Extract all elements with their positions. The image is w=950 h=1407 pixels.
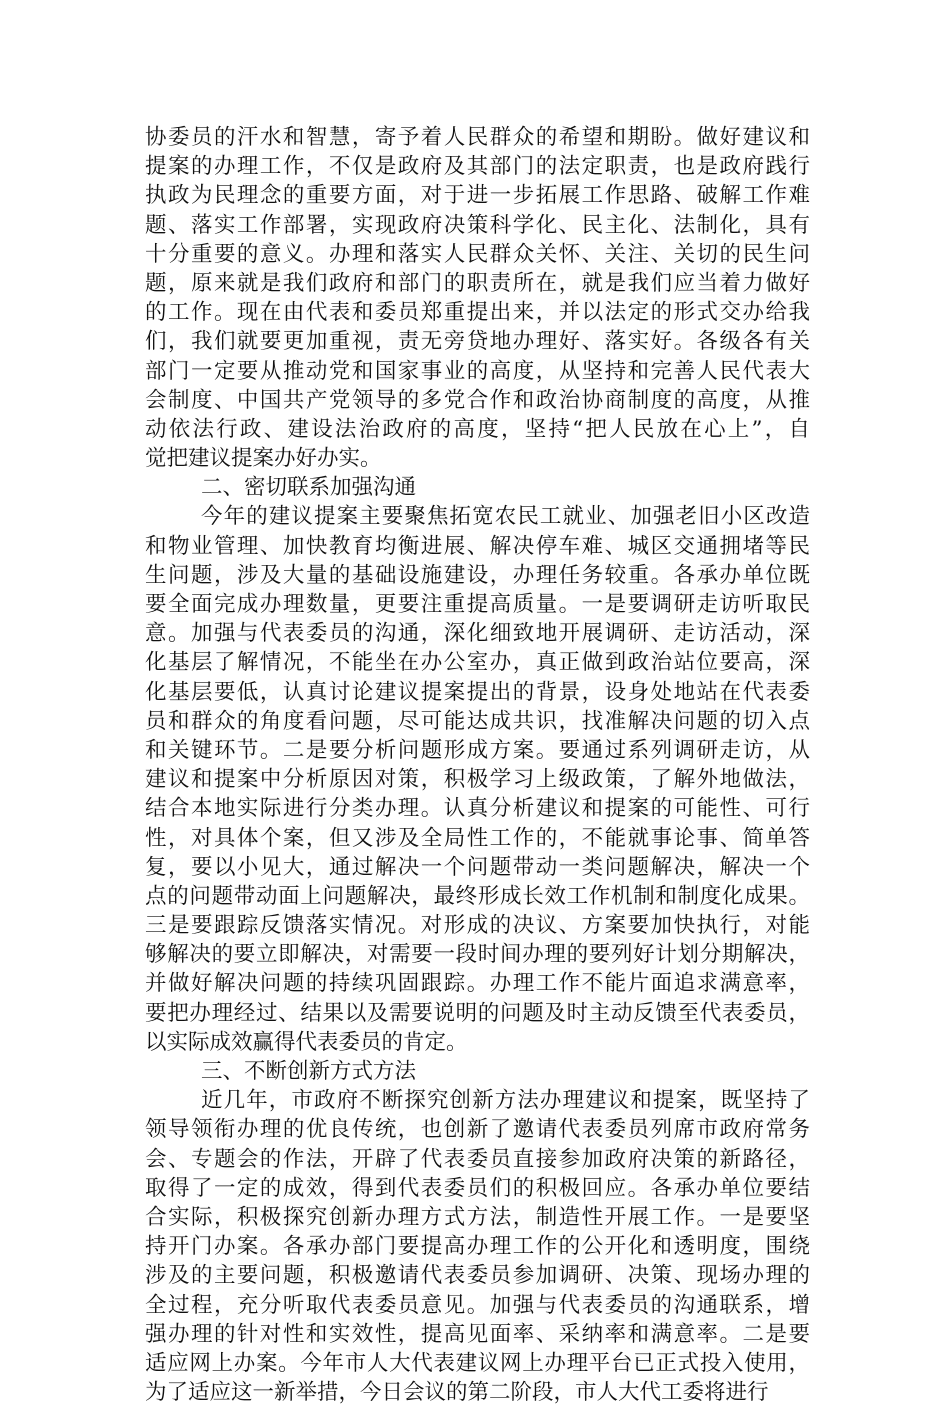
paragraph-line: 觉把建议提案办好办实。 xyxy=(145,446,382,472)
paragraph-line: 部门一定要从推动党和国家事业的高度，从坚持和完善人民代表大 xyxy=(145,358,810,384)
paragraph-line: 执政为民理念的重要方面，对于进一步拓展工作思路、破解工作难 xyxy=(145,183,810,209)
paragraph-line: 三是要跟踪反馈落实情况。对形成的决议、方案要加快执行，对能 xyxy=(145,913,810,939)
paragraph-line: 点的问题带动面上问题解决，最终形成长效工作机制和制度化成果。 xyxy=(145,883,810,909)
section-heading: 二、密切联系加强沟通 xyxy=(201,475,417,501)
paragraph-line: 要把办理经过、结果以及需要说明的问题及时主动反馈至代表委员， xyxy=(145,1000,810,1026)
paragraph-line: 和关键环节。二是要分析问题形成方案。要通过系列调研走访，从 xyxy=(145,737,810,763)
paragraph-line: 建议和提案中分析原因对策，积极学习上级政策，了解外地做法， xyxy=(145,767,810,793)
paragraph-line: 十分重要的意义。办理和落实人民群众关怀、关注、关切的民生问 xyxy=(145,241,810,267)
paragraph-line: 要全面完成办理数量，更要注重提高质量。一是要调研走访听取民 xyxy=(145,592,810,617)
document-body xyxy=(145,123,810,1407)
section-heading: 三、不断创新方式方法 xyxy=(201,1059,417,1084)
paragraph-line: 以实际成效赢得代表委员的肯定。 xyxy=(145,1029,468,1055)
paragraph-line: 们，我们就要更加重视，责无旁贷地办理好、落实好。各级各有关 xyxy=(145,329,810,355)
paragraph-line: 意。加强与代表委员的沟通，深化细致地开展调研、走访活动，深 xyxy=(145,621,810,647)
paragraph-line: 持开门办案。各承办部门要提高办理工作的公开化和透明度，围绕 xyxy=(145,1234,810,1260)
paragraph-line: 性，对具体个案，但又涉及全局性工作的，不能就事论事、简单答 xyxy=(145,825,810,851)
paragraph-line: 动依法行政、建设法治政府的高度，坚持“把人民放在心上”，自 xyxy=(145,416,810,442)
paragraph-line: 会制度、中国共产党领导的多党合作和政治协商制度的高度，从推 xyxy=(145,387,810,413)
paragraph-line: 够解决的要立即解决，对需要一段时间办理的要列好计划分期解决， xyxy=(145,942,810,968)
paragraph-line: 员和群众的角度看问题，尽可能达成共识，找准解决问题的切入点 xyxy=(145,708,810,734)
paragraph-line: 结合本地实际进行分类办理。认真分析建议和提案的可能性、可行 xyxy=(145,796,810,822)
paragraph-line: 取得了一定的成效，得到代表委员们的积极回应。各承办单位要结 xyxy=(145,1175,810,1201)
paragraph-line: 近几年，市政府不断探究创新方法办理建议和提案，既坚持了 xyxy=(201,1088,810,1114)
paragraph-line: 合实际，积极探究创新办理方式方法，制造性开展工作。一是要坚 xyxy=(145,1204,810,1230)
paragraph-line: 全过程，充分听取代表委员意见。加强与代表委员的沟通联系，增 xyxy=(145,1292,810,1318)
paragraph-line: 提案的办理工作，不仅是政府及其部门的法定职责，也是政府践行 xyxy=(145,154,810,180)
paragraph-line: 题，原来就是我们政府和部门的职责所在，就是我们应当着力做好 xyxy=(145,270,810,296)
paragraph-line: 复，要以小见大，通过解决一个问题带动一类问题解决，解决一个 xyxy=(145,854,810,880)
paragraph-line: 适应网上办案。今年市人大代表建议网上办理平台已正式投入使用， xyxy=(145,1350,810,1376)
paragraph-line: 题、落实工作部署，实现政府决策科学化、民主化、法制化，具有 xyxy=(145,212,810,238)
paragraph-line: 涉及的主要问题，积极邀请代表委员参加调研、决策、现场办理的 xyxy=(145,1263,810,1289)
paragraph-line: 今年的建议提案主要聚焦拓宽农民工就业、加强老旧小区改造 xyxy=(201,504,810,530)
paragraph-line: 领导领衔办理的优良传统，也创新了邀请代表委员列席市政府常务 xyxy=(145,1117,810,1143)
paragraph-line: 为了适应这一新举措，今日会议的第二阶段，市人大代工委将进行 xyxy=(145,1380,769,1406)
paragraph-line: 的工作。现在由代表和委员郑重提出来，并以法定的形式交办给我 xyxy=(145,300,810,326)
paragraph-line: 化基层要低，认真讨论建议提案提出的背景，设身处地站在代表委 xyxy=(145,679,810,705)
paragraph-line: 协委员的汗水和智慧，寄予着人民群众的希望和期盼。做好建议和 xyxy=(145,125,810,150)
paragraph-line: 和物业管理、加快教育均衡进展、解决停车难、城区交通拥堵等民 xyxy=(145,533,810,559)
paragraph-line: 会、专题会的作法，开辟了代表委员直接参加政府决策的新路径， xyxy=(145,1146,810,1172)
paragraph-line: 化基层了解情况，不能坐在办公室办，真正做到政治站位要高，深 xyxy=(145,650,810,676)
paragraph-line: 并做好解决问题的持续巩固跟踪。办理工作不能片面追求满意率， xyxy=(145,971,810,997)
paragraph-line: 强办理的针对性和实效性，提高见面率、采纳率和满意率。二是要 xyxy=(145,1321,810,1347)
paragraph-line: 生问题，涉及大量的基础设施建设，办理任务较重。各承办单位既 xyxy=(145,562,810,588)
